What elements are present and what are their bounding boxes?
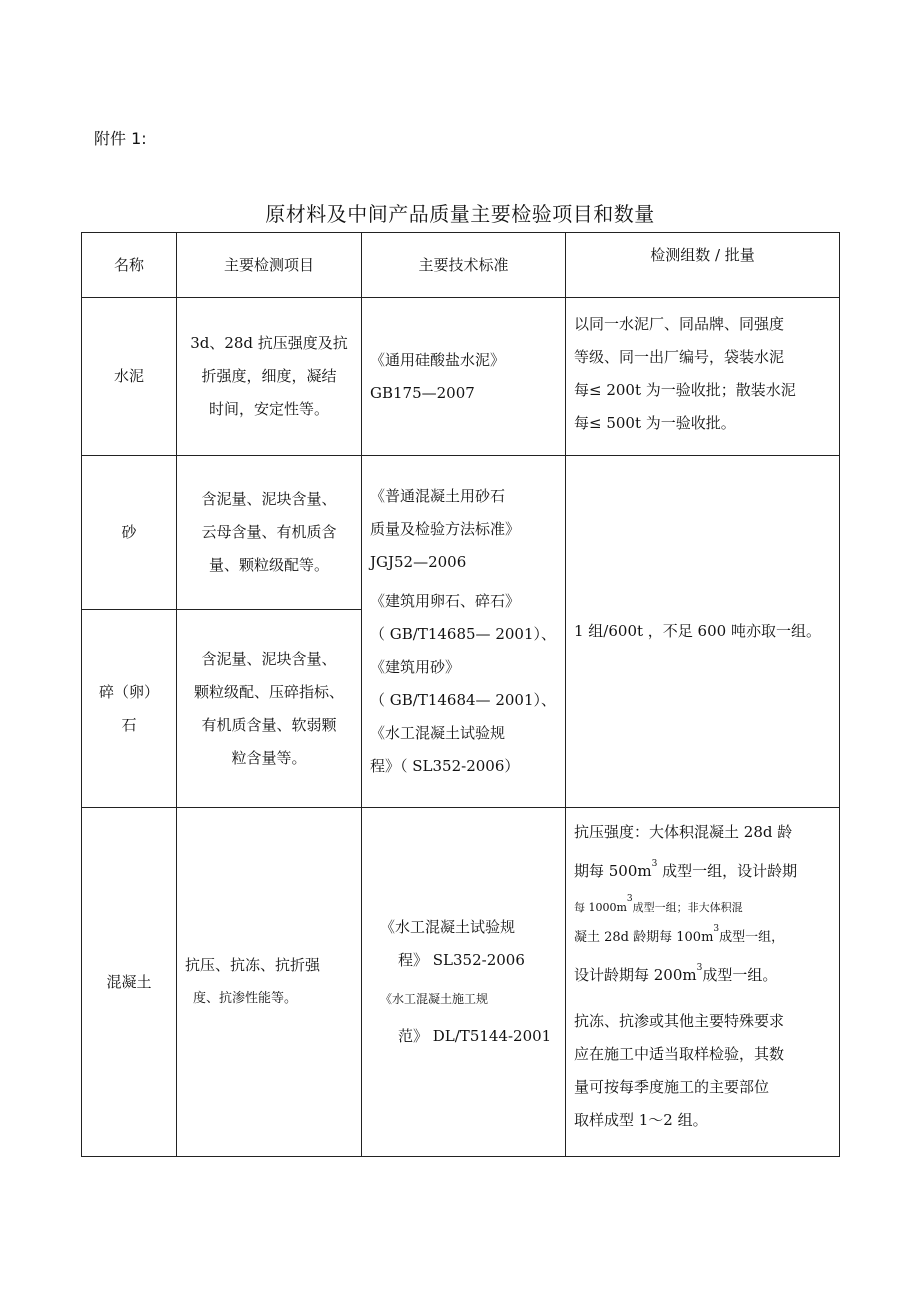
- concrete-batch-line: [574, 921, 835, 956]
- gravel-item-line: 有机质含量、软弱颗: [201, 715, 337, 734]
- aggregate-standard-line: 程》（ SL352-2006）: [370, 757, 520, 775]
- aggregate-standard-line: 《建筑用砂》: [370, 658, 461, 676]
- cement-batch-line: 以同一水泥厂、同品牌、同强度: [574, 315, 785, 333]
- aggregate-standard-line: JGJ52—2006: [370, 553, 467, 571]
- aggregate-standard-line: 质量及检验方法标准》: [370, 520, 521, 538]
- aggregate-batch: 1 组/600t ，不足 600 吨亦取一组。: [566, 456, 840, 808]
- superscript-3: 3: [696, 963, 703, 973]
- aggregate-standard-line: （ GB/T14685— 2001）、: [370, 625, 556, 643]
- concrete-item-line: 抗压、抗冻、抗折强: [185, 956, 321, 974]
- gravel-item-line: 含泥量、泥块含量、: [201, 649, 337, 668]
- concrete-batch-text: 成型一组；非大体积混: [632, 901, 743, 914]
- superscript-3: 3: [713, 924, 720, 934]
- row-concrete: [82, 808, 840, 1157]
- concrete-items: [177, 808, 362, 1157]
- concrete-batch-line: 取样成型 1～2 组。: [574, 1111, 708, 1129]
- gravel-name-line: 石: [121, 715, 137, 734]
- concrete-batch-text: 成型一组，设计龄期: [662, 862, 798, 880]
- gravel-items: [177, 610, 362, 808]
- cement-standard-line: GB175—2007: [370, 383, 475, 402]
- cement-batch: [566, 298, 840, 456]
- concrete-batch-text: 成型一组，: [719, 930, 785, 945]
- concrete-batch-text: 每 1000m: [574, 901, 627, 914]
- inspection-table: [81, 232, 840, 1157]
- sand-name: 砂: [82, 456, 177, 610]
- aggregate-standard-line: 《普通混凝土用砂石: [370, 487, 506, 505]
- row-sand: [82, 456, 840, 610]
- concrete-batch-text: 凝土 28d 龄期每 100m: [574, 930, 714, 945]
- cement-item-line: 折强度，细度，凝结: [201, 367, 337, 385]
- concrete-batch-line: 量可按每季度施工的主要部位: [574, 1078, 770, 1096]
- header-name: 名称: [82, 233, 177, 298]
- cement-batch-line: 每≤ 500t 为一验收批。: [574, 414, 736, 432]
- superscript-3: 3: [626, 894, 633, 904]
- gravel-name-line: 碎（卵）: [98, 682, 159, 701]
- sand-items: [177, 456, 362, 610]
- cement-item-line: 时间，安定性等。: [208, 400, 329, 418]
- cement-standard-line: 《通用硅酸盐水泥》: [370, 350, 506, 369]
- concrete-batch-line: [574, 956, 835, 997]
- concrete-standards: [362, 808, 566, 1157]
- aggregate-standards: [362, 456, 566, 808]
- concrete-batch-line: 抗冻、抗渗或其他主要特殊要求: [574, 1012, 785, 1030]
- header-row: [82, 233, 840, 298]
- cement-batch-line: 等级、同一出厂编号，袋装水泥: [574, 348, 785, 366]
- concrete-standard-line: 《水工混凝土试验规: [380, 918, 516, 936]
- gravel-item-line: 颗粒级配、压碎指标、: [193, 682, 344, 701]
- attachment-label: 附件 1:: [94, 129, 147, 148]
- document-title: 原材料及中间产品质量主要检验项目和数量: [265, 202, 655, 226]
- sand-item-line: 含泥量、泥块含量、: [201, 490, 337, 508]
- aggregate-standard-line: （ GB/T14684— 2001）、: [370, 691, 556, 709]
- header-batch: 检测组数 / 批量: [566, 233, 840, 298]
- cement-item-line: 3d、28d 抗压强度及抗: [190, 334, 348, 352]
- cement-standards: [362, 298, 566, 456]
- cement-name: 水泥: [82, 298, 177, 456]
- concrete-batch-line: 应在施工中适当取样检验，其数: [574, 1045, 785, 1063]
- gravel-item-line: 粒含量等。: [231, 748, 307, 767]
- cement-items: [177, 298, 362, 456]
- aggregate-standard-line: 《建筑用卵石、碎石》: [370, 592, 521, 610]
- row-cement: [82, 298, 840, 456]
- concrete-standard-line: 《水工混凝土施工规: [380, 992, 489, 1006]
- concrete-name: 混凝土: [82, 808, 177, 1157]
- concrete-batch-line: [574, 896, 835, 921]
- concrete-batch-text: 成型一组。: [702, 966, 778, 984]
- concrete-item-line: 度、抗渗性能等。: [193, 991, 298, 1006]
- concrete-standard-line: 范》 DL/T5144-2001: [398, 1027, 552, 1045]
- superscript-3: 3: [651, 859, 658, 869]
- concrete-batch: [566, 808, 840, 1157]
- concrete-batch-text: 设计龄期每 200m: [574, 966, 697, 984]
- header-standards: 主要技术标准: [362, 233, 566, 298]
- sand-item-line: 云母含量、有机质含: [201, 523, 337, 541]
- concrete-batch-text: 期每 500m: [574, 862, 652, 880]
- sand-item-line: 量、颗粒级配等。: [208, 556, 329, 574]
- cement-batch-line: 每≤ 200t 为一验收批；散装水泥: [574, 381, 796, 399]
- header-items: 主要检测项目: [177, 233, 362, 298]
- concrete-standard-line: 程》 SL352-2006: [398, 951, 525, 969]
- concrete-batch-line: [574, 849, 835, 896]
- aggregate-standard-line: 《水工混凝土试验规: [370, 724, 506, 742]
- gravel-name: [82, 610, 177, 808]
- concrete-batch-line: 抗压强度：大体积混凝土 28d 龄: [574, 823, 793, 841]
